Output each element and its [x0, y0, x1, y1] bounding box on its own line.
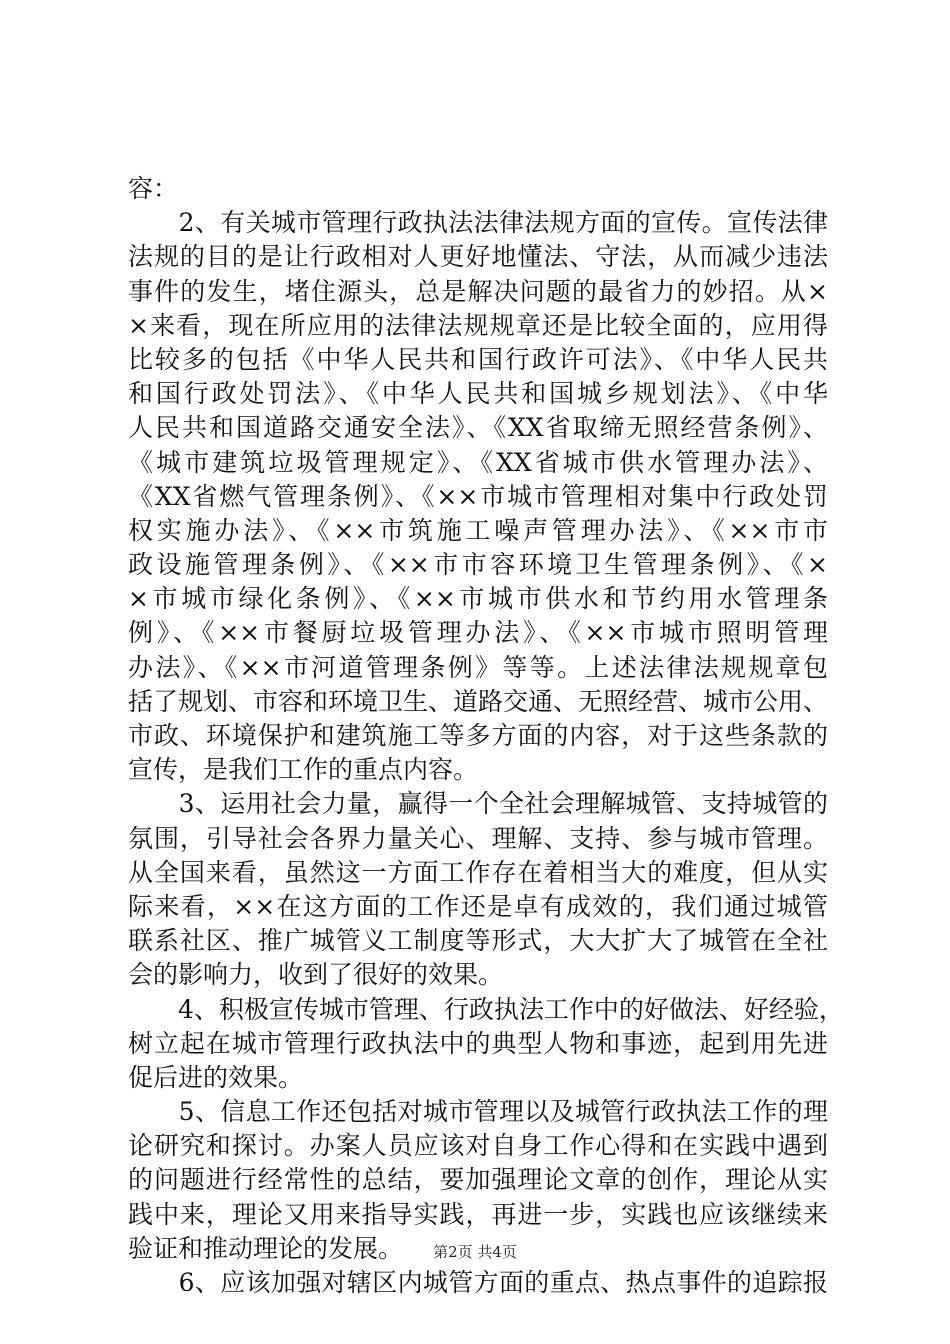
text-line: 宣传，是我们工作的重点内容。: [128, 755, 479, 785]
text-line: 际来看，××在这方面的工作还是卓有成效的，我们通过城管: [128, 891, 828, 921]
text-line: 比较多的包括《中华人民共和国行政许可法》、《中华人民共: [128, 344, 828, 374]
text-line: 事件的发生，堵住源头，总是解决问题的最省力的妙招。从×: [128, 276, 828, 306]
page-footer: 第2页 共4页: [433, 1243, 517, 1261]
text-line: 促后进的效果。: [128, 1062, 304, 1092]
text-line: 办法》、《××市河道管理条例》等等。上述法律法规规章包: [128, 652, 828, 682]
text-line: 5、信息工作还包括对城市管理以及城管行政执法工作的理: [128, 1097, 828, 1127]
text-line: 的问题进行经常性的总结，要加强理论文章的创作，理论从实: [128, 1165, 828, 1195]
text-line: 《XX省燃气管理条例》、《××市城市管理相对集中行政处罚: [128, 481, 828, 511]
text-line: 践中来，理论又用来指导实践，再进一步，实践也应该继续来: [128, 1199, 828, 1229]
text-line: 联系社区、推广城管义工制度等形式，大大扩大了城管在全社: [128, 926, 828, 956]
text-line: 验证和推动理论的发展。: [128, 1233, 404, 1263]
text-line: 4、积极宣传城市管理、行政执法工作中的好做法、好经验，: [128, 994, 844, 1024]
text-line: 3、运用社会力量，赢得一个全社会理解城管、支持城管的: [128, 789, 828, 819]
text-line: 从全国来看，虽然这一方面工作存在着相当大的难度，但从实: [128, 857, 828, 887]
text-line: 括了规划、市容和环境卫生、道路交通、无照经营、城市公用、: [128, 686, 829, 716]
text-line: 《城市建筑垃圾管理规定》、《XX省城市供水管理办法》、: [128, 447, 828, 477]
text-line: 权实施办法》、《××市筑施工噪声管理办法》、《××市市: [128, 515, 828, 545]
text-line: 例》、《××市餐厨垃圾管理办法》、《××市城市照明管理: [128, 618, 828, 648]
text-line: 政设施管理条例》、《××市市容环境卫生管理条例》、《×: [128, 550, 828, 580]
text-line: ×市城市绿化条例》、《××市城市供水和节约用水管理条: [128, 584, 828, 614]
text-line: 市政、环境保护和建筑施工等多方面的内容，对于这些条款的: [128, 721, 828, 750]
text-line: 6、应该加强对辖区内城管方面的重点、热点事件的追踪报: [128, 1268, 828, 1297]
text-line: 2、有关城市管理行政执法法律法规方面的宣传。宣传法律: [128, 208, 828, 238]
text-line: 氛围，引导社会各界力量关心、理解、支持、参与城市管理。: [128, 823, 828, 853]
text-line: 法规的目的是让行政相对人更好地懂法、守法，从而减少违法: [128, 242, 828, 272]
text-line: ×来看，现在所应用的法律法规规章还是比较全面的，应用得: [128, 310, 828, 340]
text-line: 和国行政处罚法》、《中华人民共和国城乡规划法》、《中华: [128, 379, 828, 409]
text-line: 会的影响力，收到了很好的效果。: [128, 960, 504, 990]
text-line: 容：: [128, 174, 179, 203]
text-line: 树立起在城市管理行政执法中的典型人物和事迹，起到用先进: [128, 1028, 828, 1058]
body-text: [128, 172, 844, 1300]
text-line: 人民共和国道路交通安全法》、《XX省取缔无照经营条例》、: [128, 413, 828, 443]
text-line: 论研究和探讨。办案人员应该对自身工作心得和在实践中遇到: [128, 1131, 828, 1161]
